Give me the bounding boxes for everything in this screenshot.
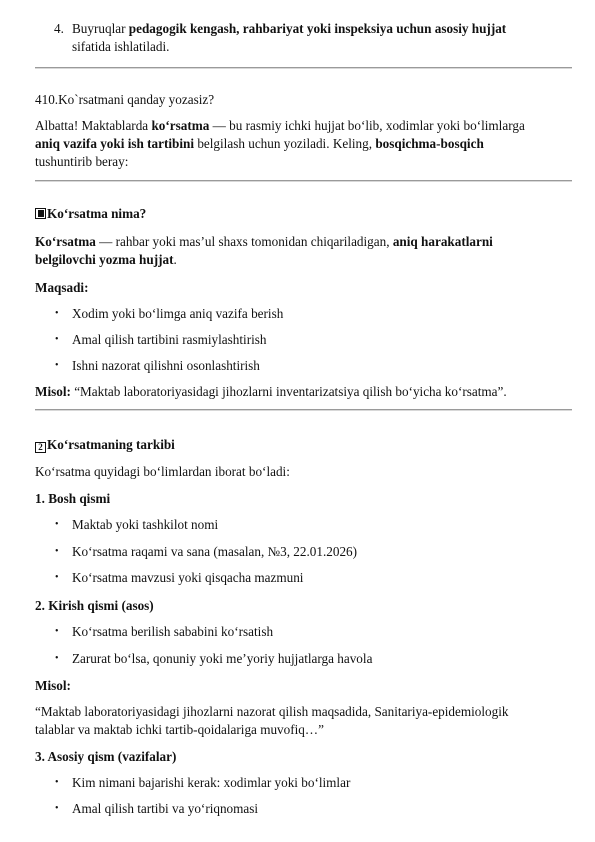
section1-heading: Ko‘rsatma nima? [35,205,560,223]
list-item-text: Buyruqlar pedagogik kengash, rahbariyat yoki inspeksiya uchun asosiy hujjat sifatida ishlatiladi. [72,21,507,54]
section1-definition: Ko‘rsatma — rahbar yoki mas’ul shaxs tomonidan chiqariladigan, aniq harakatlarni belgilovchi yozma hujjat. [35,234,493,267]
part3-title: 3. Asosiy qism (vazifalar) [35,749,177,764]
keycap-two-icon: 2 [35,442,46,453]
section2-example-label: Misol: [35,678,71,693]
divider [35,67,572,69]
keycap-one-icon [35,208,46,219]
divider [35,180,572,182]
divider [35,409,572,411]
list-number: 4. [54,21,64,36]
section2-intro: Ko‘rsatma quyidagi bo‘limlardan iborat bo‘ladi: [35,464,290,479]
part2-title: 2. Kirish qismi (asos) [35,598,154,613]
section1-example: Misol: “Maktab laboratoriyasidagi jihozlarni inventarizatsiya qilish bo‘yicha ko‘rsatma”. [35,384,507,399]
section2-example-text: “Maktab laboratoriyasidagi jihozlarni nazorat qilish maqsadida, Sanitariya-epidemiologik talablar va maktab ichki tartib-qoidalariga muvofiq…” [35,704,509,737]
intro-paragraph: Albatta! Maktablarda ko‘rsatma — bu rasmiy ichki hujjat bo‘lib, xodimlar yoki bo‘limlarga aniq vazifa yoki ish tartibini belgilash uchun yoziladi. Keling, bosqichma-bosqich tushuntirib beray: [35,118,525,169]
part1-title: 1. Bosh qismi [35,491,111,506]
question-line: 410.Ko`rsatmani qanday yozasiz? [35,92,215,107]
purpose-label: Maqsadi: [35,280,89,295]
section2-heading: 2 Ko‘rsatmaning tarkibi [35,436,560,454]
